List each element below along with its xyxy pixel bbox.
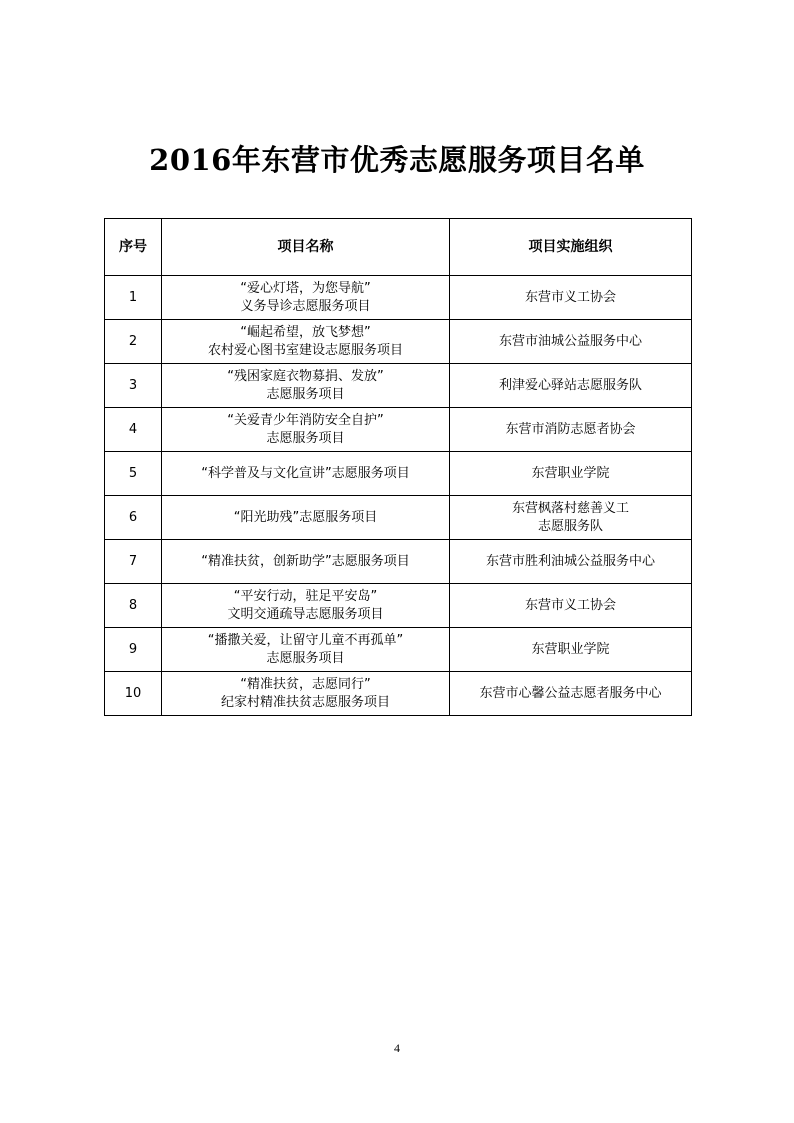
project-name-line: 文明交通疏导志愿服务项目	[227, 606, 384, 622]
table-row	[105, 364, 692, 408]
row-number: 8	[105, 584, 162, 628]
project-name-cell	[162, 496, 450, 540]
project-name-line: 农村爱心图书室建设志愿服务项目	[207, 342, 403, 358]
header-organization: 项目实施组织	[450, 219, 692, 276]
organization-cell	[450, 628, 692, 672]
project-name-cell	[162, 584, 450, 628]
organization-cell	[450, 540, 692, 584]
organization-line: 利津爱心驿站志愿服务队	[498, 377, 642, 393]
project-name-line: “残困家庭衣物募捐、发放”	[227, 368, 384, 384]
project-name-cell	[162, 628, 450, 672]
organization-line: 东营市消防志愿者协会	[505, 421, 636, 437]
organization-cell	[450, 496, 692, 540]
table-row	[105, 496, 692, 540]
project-name-line: “崛起希望，放飞梦想”	[240, 324, 371, 340]
organization-line: 东营市心馨公益志愿者服务中心	[479, 685, 662, 701]
organization-line: 东营职业学院	[531, 465, 610, 481]
project-list-table	[104, 218, 692, 716]
row-number: 6	[105, 496, 162, 540]
organization-line: 东营市义工协会	[524, 597, 616, 613]
table-body	[105, 276, 692, 716]
project-name-line: 志愿服务项目	[266, 650, 345, 666]
table-header-row	[105, 219, 692, 276]
project-name-cell	[162, 364, 450, 408]
organization-cell	[450, 364, 692, 408]
project-name-line: 纪家村精准扶贫志愿服务项目	[220, 694, 390, 710]
project-name-cell	[162, 540, 450, 584]
table-row	[105, 452, 692, 496]
organization-line: 东营枫落村慈善义工	[511, 500, 629, 516]
project-name-cell	[162, 320, 450, 364]
organization-cell	[450, 320, 692, 364]
row-number: 4	[105, 408, 162, 452]
project-name-line: 义务导诊志愿服务项目	[240, 298, 371, 314]
row-number: 5	[105, 452, 162, 496]
organization-cell	[450, 276, 692, 320]
project-name-cell	[162, 276, 450, 320]
row-number: 2	[105, 320, 162, 364]
project-name-line: “爱心灯塔，为您导航”	[240, 280, 371, 296]
table-row	[105, 584, 692, 628]
table-row	[105, 628, 692, 672]
organization-line: 东营市义工协会	[524, 289, 616, 305]
table-row	[105, 320, 692, 364]
organization-line: 东营市胜利油城公益服务中心	[485, 553, 655, 569]
project-name-cell	[162, 452, 450, 496]
organization-line: 志愿服务队	[537, 518, 603, 534]
row-number: 9	[105, 628, 162, 672]
row-number: 10	[105, 672, 162, 716]
organization-line: 东营市油城公益服务中心	[498, 333, 642, 349]
table-row	[105, 672, 692, 716]
project-name-line: 志愿服务项目	[266, 430, 345, 446]
table-row	[105, 408, 692, 452]
organization-cell	[450, 408, 692, 452]
project-name-cell	[162, 408, 450, 452]
page-title: 2016年东营市优秀志愿服务项目名单	[149, 143, 645, 177]
project-name-line: “平安行动，驻足平安岛”	[233, 588, 378, 604]
project-name-line: “精准扶贫，志愿同行”	[240, 676, 371, 692]
project-name-line: “精准扶贫，创新助学”志愿服务项目	[201, 553, 410, 569]
organization-cell	[450, 672, 692, 716]
page-number: 4	[394, 1041, 400, 1055]
header-number: 序号	[105, 219, 162, 276]
row-number: 1	[105, 276, 162, 320]
project-name-line: “科学普及与文化宣讲”志愿服务项目	[201, 465, 410, 481]
row-number: 7	[105, 540, 162, 584]
header-project-name: 项目名称	[162, 219, 450, 276]
organization-cell	[450, 584, 692, 628]
organization-line: 东营职业学院	[531, 641, 610, 657]
project-name-line: “播撒关爱，让留守儿童不再孤单”	[207, 632, 404, 648]
project-name-cell	[162, 672, 450, 716]
project-name-line: 志愿服务项目	[266, 386, 345, 402]
organization-cell	[450, 452, 692, 496]
project-name-line: “关爱青少年消防安全自护”	[227, 412, 384, 428]
row-number: 3	[105, 364, 162, 408]
table-row	[105, 276, 692, 320]
table-row	[105, 540, 692, 584]
project-name-line: “阳光助残”志愿服务项目	[233, 509, 378, 525]
